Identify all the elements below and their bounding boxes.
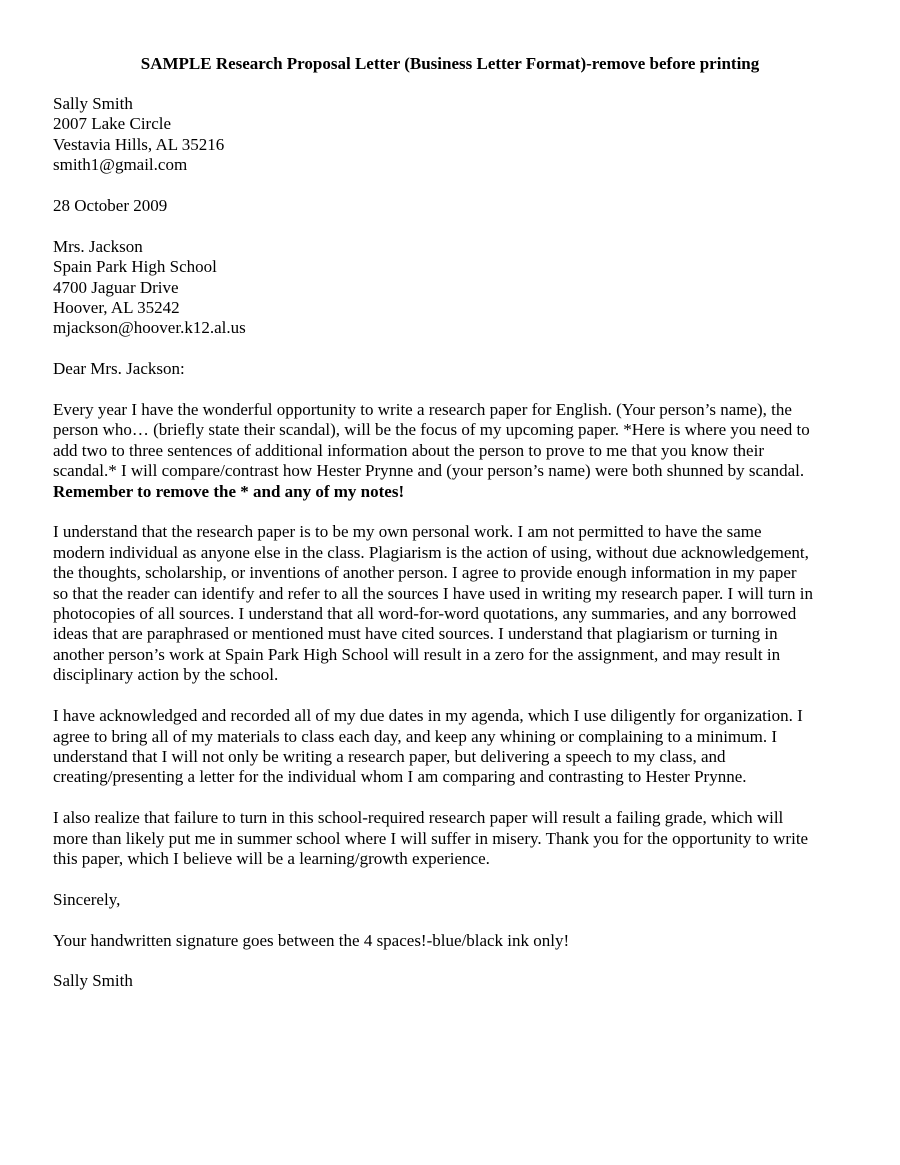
paragraph-line: another person’s work at Spain Park High School will result in a zero for the assignment, and may result in: [53, 644, 781, 664]
sender-name: Sally Smith: [53, 94, 133, 113]
paragraph-line: this paper, which I believe will be a learning/growth experience.: [53, 848, 490, 868]
recipient-address: [53, 237, 853, 339]
paragraph-consequences: [53, 808, 853, 869]
sender-address: [53, 94, 853, 176]
recipient-name: Mrs. Jackson: [53, 236, 143, 256]
paragraph-intro: [53, 400, 853, 502]
paragraph-line: add two to three sentences of additional information about the person to prove to me that you know their: [53, 440, 764, 460]
paragraph-line: scandal.* I will compare/contrast how Hester Prynne and (your person’s name) were both shunned by scandal.: [53, 461, 805, 481]
salutation: Dear Mrs. Jackson:: [53, 359, 185, 379]
document-title: SAMPLE Research Proposal Letter (Business Letter Format)-remove before printing: [140, 54, 760, 73]
signature-note: Your handwritten signature goes between the 4 spaces!-blue/black ink only!: [53, 930, 570, 950]
sender-city-state-zip: Vestavia Hills, AL 35216: [53, 134, 225, 154]
letter-date: 28 October 2009: [53, 196, 168, 216]
paragraph-line: photocopies of all sources. I understand that all word-for-word quotations, any summaries, and any borrowed: [53, 604, 797, 624]
paragraph-line: understand that I will not only be writing a research paper, but delivering a speech to my class, and: [53, 746, 726, 766]
sender-email: smith1@gmail.com: [53, 155, 188, 175]
paragraph-plagiarism: [53, 522, 853, 685]
paragraph-line: modern individual as anyone else in the class. Plagiarism is the action of using, without due acknowledgement,: [53, 542, 809, 562]
paragraph-line: ideas that are paraphrased or mentioned must have cited sources. I understand that plagiarism or turning in: [53, 624, 778, 644]
paragraph-line: more than likely put me in summer school where I will suffer in misery. Thank you for the opportunity to write: [53, 828, 809, 848]
paragraph-line: agree to bring all of my materials to class each day, and keep any whining or complaining to a minimum. I: [53, 726, 778, 746]
signature-name: Sally Smith: [53, 971, 133, 991]
recipient-street: 4700 Jaguar Drive: [53, 277, 179, 297]
closing: Sincerely,: [53, 889, 121, 909]
paragraph-line: creating/presenting a letter for the individual whom I am comparing and contrasting to Hester Prynne.: [53, 767, 747, 787]
paragraph-line: the thoughts, scholarship, or inventions of another person. I agree to provide enough information in my paper: [53, 563, 797, 583]
recipient-city-state-zip: Hoover, AL 35242: [53, 298, 180, 318]
paragraph-line: I understand that the research paper is to be my own personal work. I am not permitted to have the same: [53, 522, 762, 542]
paragraph-line: Every year I have the wonderful opportunity to write a research paper for English. (Your person’s name), the: [53, 400, 792, 420]
paragraph-line: disciplinary action by the school.: [53, 665, 279, 685]
recipient-school: Spain Park High School: [53, 257, 217, 277]
letter-body: [53, 94, 853, 992]
paragraph-due-dates: [53, 706, 853, 788]
paragraph-line: I also realize that failure to turn in this school-required research paper will result a failing grade, which will: [53, 808, 784, 828]
paragraph-line: I have acknowledged and recorded all of my due dates in my agenda, which I use diligently for organization. I: [53, 706, 803, 726]
sender-street: 2007 Lake Circle: [53, 114, 172, 134]
notes-reminder: Remember to remove the * and any of my notes!: [53, 481, 405, 501]
paragraph-line: person who… (briefly state their scandal), will be the focus of my upcoming paper. *Here is where you need to: [53, 420, 810, 440]
recipient-email: mjackson@hoover.k12.al.us: [53, 318, 246, 338]
paragraph-line: so that the reader can identify and refer to all the sources I have used in writing my research paper. I will turn in: [53, 583, 814, 603]
